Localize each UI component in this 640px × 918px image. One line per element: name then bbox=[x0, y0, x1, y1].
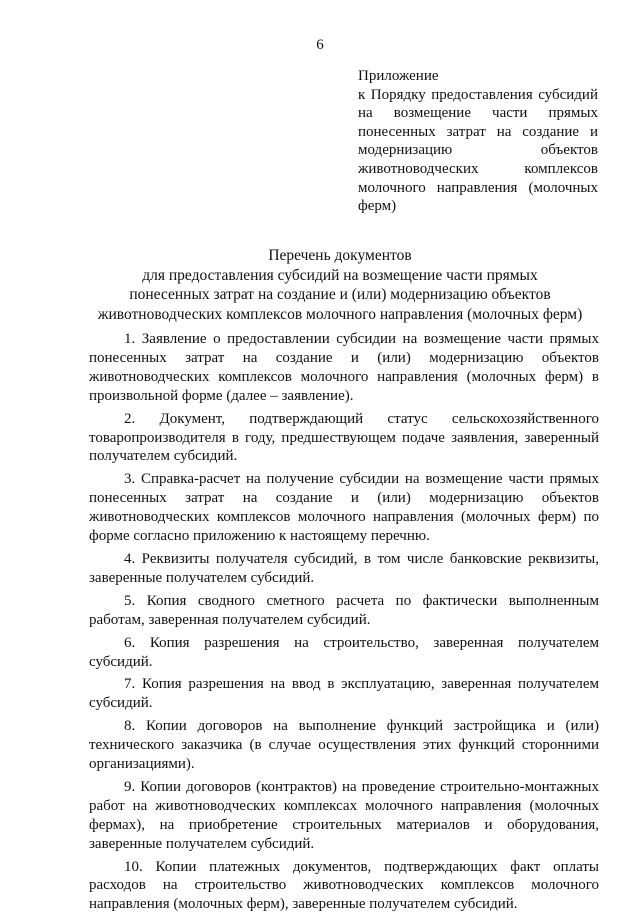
document-title-line: понесенных затрат на создание и (или) модернизацию объектов bbox=[129, 286, 551, 303]
list-item: 10. Копии платежных документов, подтверждающих факт оплаты расходов на строительство животноводческих комплексов молочного направления (молочных ферм), заверенные получателем субсидий. bbox=[89, 858, 599, 913]
list-item: 9. Копии договоров (контрактов) на проведение строительно-монтажных работ на животноводческих комплексах молочного направления (молочных фермах), на приобретение строительных материалов и оборудования, заверенные получателем субсидий. bbox=[89, 778, 599, 852]
list-item: 4. Реквизиты получателя субсидий, в том числе банковские реквизиты, заверенные получателем субсидий. bbox=[89, 550, 599, 586]
list-item: 3. Справка-расчет на получение субсидии на возмещение части прямых понесенных затрат на создание и (или) модернизацию объектов животноводческих комплексов молочного направления (молочных ферм) по форме согласно приложению к настоящему перечню. bbox=[89, 471, 599, 545]
list-item: 5. Копия сводного сметного расчета по фактически выполненным работам, заверенная получателем субсидий. bbox=[89, 592, 599, 628]
list-item: 8. Копии договоров на выполнение функций застройщика и (или) технического заказчика (в случае осуществления этих функций сторонними организациями). bbox=[89, 718, 599, 773]
list-item: 1. Заявление о предоставлении субсидии на возмещение части прямых понесенных затрат на создание и (или) модернизацию объектов животноводческих комплексов молочного направления (молочных ферм) в произвольной форме (далее – заявление). bbox=[89, 331, 599, 404]
list-item: 6. Копия разрешения на строительство, заверенная получателем субсидий. bbox=[89, 634, 599, 670]
document-title bbox=[80, 246, 600, 324]
document-title-line: для предоставления субсидий на возмещение части прямых bbox=[142, 266, 538, 284]
list-item: 2. Документ, подтверждающий статус сельскохозяйственного товаропроизводителя в году, предшествующем подаче заявления, заверенный получателем субсидий. bbox=[89, 410, 599, 465]
appendix-block bbox=[358, 67, 598, 216]
document-title-line: животноводческих комплексов молочного направления (молочных ферм) bbox=[97, 305, 583, 323]
list-item: 7. Копия разрешения на ввод в эксплуатацию, заверенная получателем субсидий. bbox=[89, 676, 599, 712]
document-list bbox=[89, 330, 599, 918]
document-title-line: Перечень документов bbox=[268, 247, 412, 264]
appendix-title: Приложение bbox=[358, 68, 439, 84]
appendix-text: к Порядку предоставления субсидий на возмещение части прямых понесенных затрат на создание и модернизацию объектов животноводческих комплексов молочного направления (молочных ферм) bbox=[358, 86, 598, 215]
page-number: 6 bbox=[316, 37, 324, 53]
